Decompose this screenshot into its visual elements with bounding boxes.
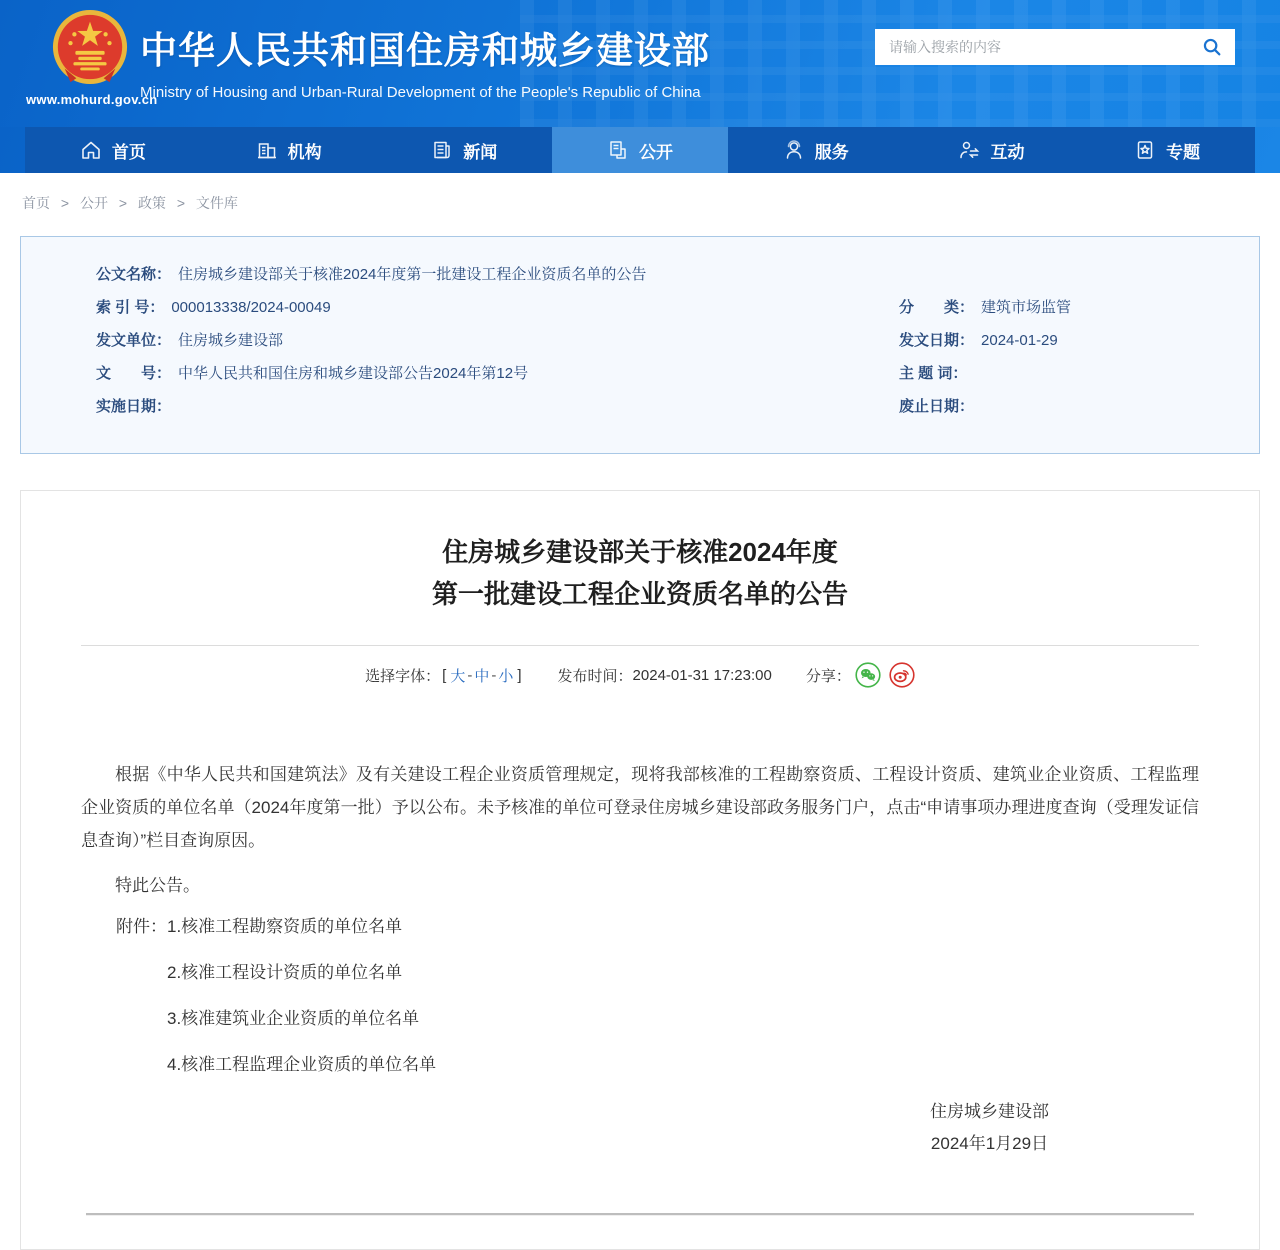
nav-item-organization[interactable] [201,127,377,173]
nav-item-label: 新闻 [463,142,498,162]
meta-label: 废止日期： [899,398,975,415]
publish-time-value: 2024-01-31 17:23:00 [632,666,772,684]
meta-value: 000013338/2024-00049 [171,299,331,316]
article-toolbar [21,662,1259,688]
nav-item-label: 机构 [287,142,322,162]
nav-item-news[interactable] [376,127,552,173]
meta-label: 实施日期： [96,398,172,415]
meta-field-subject-words [899,363,1259,384]
document-meta-panel [20,236,1260,454]
article-body [21,758,1259,1159]
share-icon-group [855,662,915,688]
organization-icon [256,139,278,161]
nav-item-label: 首页 [111,142,146,162]
meta-field-repeal-date [899,396,1259,417]
home-icon [80,139,102,161]
interaction-icon [958,139,980,161]
meta-label: 主 题 词： [899,365,968,382]
attachments-label: 附件： [116,917,167,936]
meta-value: 2024-01-29 [981,332,1058,349]
article-card [20,490,1260,1250]
meta-label: 分 类： [899,299,975,316]
weibo-icon [889,662,915,688]
meta-value: 建筑市场监管 [981,299,1072,316]
breadcrumb-library[interactable]: 文件库 [195,195,238,211]
meta-value: 住房城乡建设部 [178,332,284,349]
meta-field-index-number [96,297,899,318]
nav-item-home[interactable] [25,127,201,173]
news-icon [431,139,453,161]
topics-icon [1134,139,1156,161]
share-weibo-button[interactable] [889,662,915,688]
article-bottom-divider [86,1213,1194,1216]
breadcrumb-separator: > [60,195,70,211]
meta-label: 发文单位： [96,332,172,349]
breadcrumb-home[interactable]: 首页 [22,195,50,211]
nav-item-topics[interactable] [1079,127,1255,173]
signature-block [81,1097,1199,1159]
meta-value: 住房城乡建设部关于核准2024年度第一批建设工程企业资质名单的公告 [178,266,647,283]
attachment-link[interactable]: 1.核准工程勘察资质的单位名单 [167,917,403,936]
attachment-link[interactable]: 4.核准工程监理企业资质的单位名单 [167,1055,437,1074]
article-title-line1: 住房城乡建设部关于核准2024年度 [442,537,838,567]
font-size-label: 选择字体： [365,667,441,685]
breadcrumb-policy[interactable]: 政策 [137,195,166,211]
signature-organization: 住房城乡建设部 [930,1102,1049,1121]
meta-field-category [899,297,1259,318]
meta-label: 文 号： [96,365,172,382]
search-bar [875,29,1235,65]
meta-field-doc-number [96,363,899,384]
national-emblem-icon [51,8,129,86]
nav-item-disclosure[interactable] [552,127,728,173]
site-subtitle-en: Ministry of Housing and Urban-Rural Development of the People's Republic of China [140,84,701,101]
nav-item-label: 互动 [990,142,1025,162]
breadcrumb [0,173,1280,216]
article-title-line2: 第一批建设工程企业资质名单的公告 [431,579,848,609]
site-logo[interactable] [26,8,158,107]
nav-item-service[interactable] [728,127,904,173]
main-nav [0,127,1280,173]
breadcrumb-separator: > [118,195,128,211]
font-size-medium-button[interactable]: 中 [474,667,490,685]
meta-field-issue-date [899,330,1259,351]
attachments-block [81,910,1199,1081]
site-header [0,0,1280,127]
nav-item-label: 服务 [814,142,849,162]
bracket-open: [ [442,666,447,684]
meta-value: 中华人民共和国住房和城乡建设部公告2024年第12号 [178,365,529,382]
site-title: 中华人民共和国住房和城乡建设部 [140,30,710,71]
nav-item-label: 公开 [639,142,674,162]
title-divider [81,645,1199,646]
attachment-link[interactable]: 2.核准工程设计资质的单位名单 [167,963,403,982]
disclosure-icon [607,139,629,161]
meta-field-doc-name [96,264,1259,285]
site-url: www.mohurd.gov.cn [26,92,158,107]
meta-label: 索 引 号： [96,299,165,316]
breadcrumb-separator: > [176,195,186,211]
meta-field-effective-date [96,396,899,417]
search-icon [1201,36,1223,58]
service-icon [783,139,805,161]
breadcrumb-disclosure[interactable]: 公开 [79,195,108,211]
main-nav-inner [25,127,1255,173]
attachment-link[interactable]: 3.核准建筑业企业资质的单位名单 [167,1009,420,1028]
nav-item-label: 专题 [1166,142,1201,162]
meta-field-issuing-unit [96,330,899,351]
font-size-large-button[interactable]: 大 [450,667,466,685]
font-size-small-button[interactable]: 小 [498,667,514,685]
search-button[interactable] [1199,34,1225,60]
share-label: 分享： [805,667,851,685]
site-title-block [140,20,710,101]
signature-date: 2024年1月29日 [930,1134,1049,1153]
bracket-close: ] [517,666,522,684]
wechat-icon [855,662,881,688]
font-size-dash: - [491,666,497,684]
font-size-dash: - [467,666,473,684]
meta-label: 发文日期： [899,332,975,349]
share-wechat-button[interactable] [855,662,881,688]
nav-item-interaction[interactable] [904,127,1080,173]
article-paragraph: 根据《中华人民共和国建筑法》及有关建设工程企业资质管理规定，现将我部核准的工程勘察资质、工程设计资质、建筑业企业资质、工程监理企业资质的单位名单（2024年度第一批）予以公布。未予核准的单位可登录住房城乡建设部政务服务门户，点击“申请事项办理进度查询（受理发证信息查询）”栏目查询原因。 [81,765,1199,850]
publish-time-label: 发布时间： [557,667,633,685]
search-input[interactable] [889,39,1199,55]
article-paragraph-notice: 特此公告。 [115,876,200,895]
meta-label: 公文名称： [96,266,172,283]
